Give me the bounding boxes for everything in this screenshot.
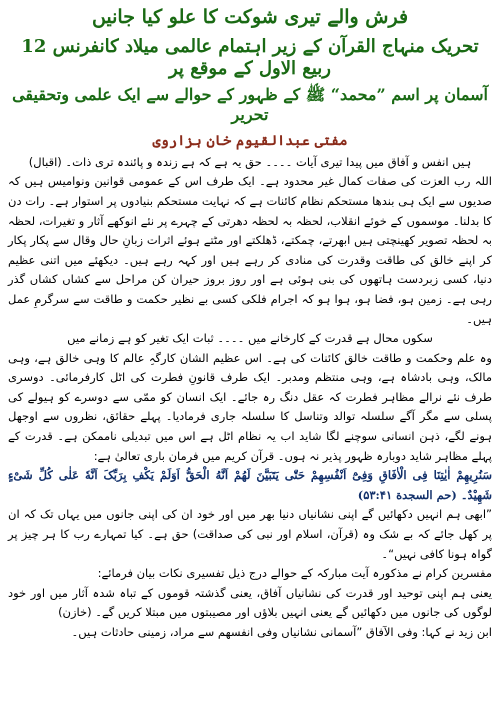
quran-verse (8, 466, 492, 505)
paragraph: وہ علم وحکمت و طاقت خالق کائنات کی ہے۔ اس عظیم الشان کارگہِ عالم کا وہی خالق ہے، وہی مالک، وہی بادشاہ ہے، وہی منتظم ومدبر۔ ایک طرف قانونِ فطرت کی اٹل کارفرمائی۔ دوسری طرف نئے نرالے مظاہر فطرت کہ عقل دنگ رہ جائے۔ ایک انسان کو ممّی سے دوسرے کو ہیولے کی پسلی سے مگر آگے سلسلہ توالد وتناسل کا سلسلہ جاری فرمادیا۔ پہلے حقائق، نظروں سے اوجھل ہونے لگے، ذہن انسانی سوچنے لگا شاید اب یہ نظام اٹل ہے اس میں تبدیلی ناممکن ہے۔ قدرت کے پہلے مظاہر شاید دوبارہ ظہور پذیر نہ ہوں۔ قرآن کریم میں فرمان باری تعالیٰ ہے: (8, 350, 492, 463)
paragraph: یعنی ہم اپنی توحید اور قدرت کی نشانیاں آفاق، یعنی گذشتہ قوموں کے تباہ شدہ آثار میں اور خود لوگوں کی جانوں میں دکھائیں گے یعنی انہیں بلاؤں اور مصیبتوں میں مبتلا کریں گے۔ (خازن) (8, 585, 492, 620)
verse-iqbal: ہیں انفس و آفاق میں پیدا تیری آیات ۔۔۔۔ حق یہ ہے کہ ہے زندہ و پائندہ تری ذات۔ (اقبال) (28, 154, 472, 169)
article-body (8, 153, 492, 643)
quran-verse-text: سَنُرِیهِمْ اٰیٰتِنَا فِی الْاٰفَاقِ وَفِیْٓ اَنْفُسِهِمْ حَتّٰی یَتَبَیَّنَ لَهُمْ اَنَّهُ الْحَقُّ اَوَلَمْ یَکْفِ بِرَبِّکَ اَنَّهٗ عَلٰی کُلِّ شَیْءٍ شَهِیْدٌ۔ (8, 468, 492, 502)
article-subtitle: تحریک منہاج القرآن کے زیر اہتمام عالمی میلاد کانفرنس 12 ربیع الاول کے موقع پر (21, 35, 479, 80)
quran-verse-reference: (حم السجدة ۵۳:۴۱) (357, 487, 457, 502)
article-title: فرش والے تیری شوکت کا علو کیا جانیں (91, 6, 409, 28)
article-tagline: آسمان پر اسم ”محمد“ ﷺ کے ظہور کے حوالے سے ایک علمی وتحقیقی تحریر (12, 84, 488, 124)
paragraph: مفسرین کرام نے مذکورہ آیت مبارکہ کے حوالے درج ذیل تفسیری نکات بیان فرمائے: (97, 566, 492, 581)
paragraph: اللہ رب العزت کی صفات کمال غیر محدود ہے۔ ایک طرف اس کے عمومی قوانین ونوامیس ہیں کہ صدیوں سے ایک ہی بندھا مستحکم نظام کائنات ہے کہ نہایت مستحکم بنیادوں پر استوار ہے۔ رات دن کا بدلنا۔ موسموں کے خوئے انقلاب، لحظہ بہ لحظہ دھرتی کے چہرے پر نئے انوکھے آثار و تغیرات، لحظہ بہ لحظہ تصویر کھینچتی ہیں ابھرتے، چمکتے، ڈھلکتے اور مٹتے ہوئے اثرات زبانِ حال وقال سے پکار پکار کر اپنے خالق کی طاقت وقدرت کی منادی کر رہے ہیں اور کہہ رہے ہیں۔ دیکھئے میں اتنی عظیم دنیا، کسی زبردست ہاتھوں کی بنی ہوئی ہے اور روز بروز حیران کن مراحل سے کشاں کشاں گذر رہی ہے۔ زمین ہو، فضا ہو، ہوا ہو کہ اجرام فلکی کسی بے نظیر حکمت و طاقت سے سرگرمِ عمل ہیں۔ (8, 174, 492, 326)
paragraph: ابن زید نے کہا: وفی الآفاق ”آسمانی نشانیاں وفی انفسهم سے مراد، زمینی حادثات ہیں۔ (71, 625, 492, 639)
verse-translation: ”ابھی ہم انہیں دکھائیں گے اپنی نشانیاں دنیا بھر میں اور خود ان کی اپنی جانوں میں یہاں تک کہ ان پر کھل جائے کہ بے شک وہ (قرآن، اسلام اور نبی کی صداقت) حق ہے۔ کیا تمہارے رب کا ہر چیز پر گواہ ہونا کافی نہیں“۔ (8, 507, 492, 561)
verse-couplet: سکوں محال ہے قدرت کے کارخانے میں ۔۔۔۔ ثبات ایک تغیر کو ہے زمانے میں (67, 331, 433, 346)
author-name: مفتی عبدالقیوم خان ہزاروی (152, 132, 348, 149)
